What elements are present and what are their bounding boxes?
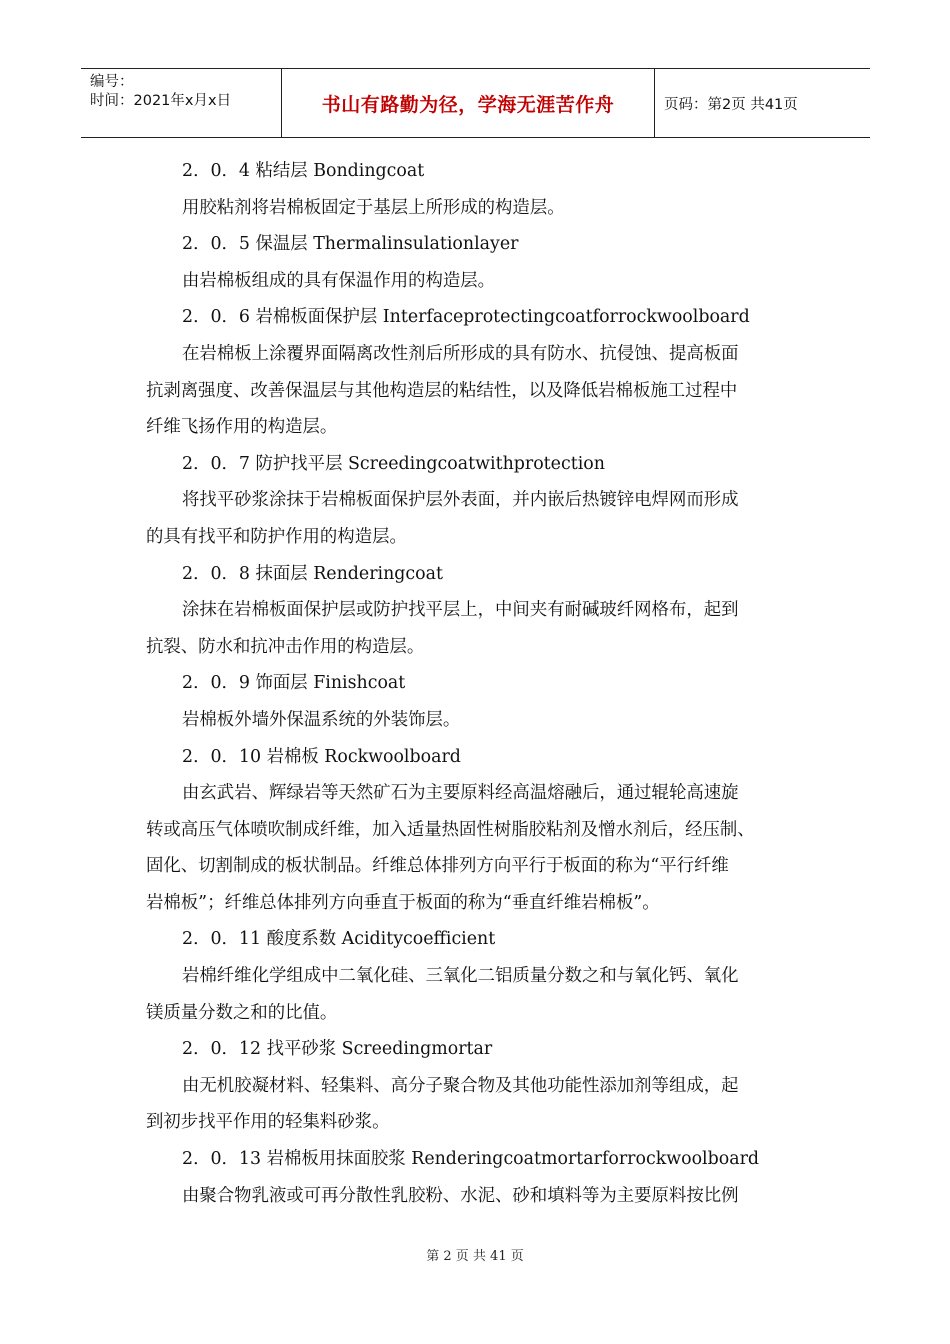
text-line: 到初步找平作用的轻集料砂浆。 bbox=[146, 1112, 390, 1133]
page-info: 页码：第2页 共41页 bbox=[664, 96, 798, 113]
text-line: 固化、切割制成的板状制品。纤维总体排列方向平行于板面的称为“平行纤维 bbox=[146, 856, 729, 877]
document-body bbox=[146, 153, 806, 1214]
text-line: 抗裂、防水和抗冲击作用的构造层。 bbox=[146, 636, 425, 657]
text-line: 2．0．12 找平砂浆 Screedingmortar bbox=[182, 1039, 493, 1060]
text-line: 用胶粘剂将岩棉板固定于基层上所形成的构造层。 bbox=[182, 197, 565, 218]
text-line: 纤维飞扬作用的构造层。 bbox=[146, 417, 338, 438]
text-line: 2．0．9 饰面层 Finishcoat bbox=[182, 673, 406, 694]
text-line: 的具有找平和防护作用的构造层。 bbox=[146, 526, 407, 547]
header-meta-cell bbox=[81, 69, 282, 137]
document-header bbox=[81, 68, 870, 138]
text-line: 由岩棉板组成的具有保温作用的构造层。 bbox=[182, 270, 496, 291]
text-line: 岩棉纤维化学组成中二氧化硅、三氧化二铝质量分数之和与氧化钙、氧化 bbox=[182, 966, 739, 987]
page-footer bbox=[0, 1245, 950, 1264]
text-line: 2．0．13 岩棉板用抹面胶浆 Renderingcoatmortarforrockwoolboard bbox=[182, 1149, 760, 1170]
motto-text: 书山有路勤为径，学海无涯苦作舟 bbox=[321, 93, 615, 116]
header-motto-cell bbox=[282, 69, 655, 137]
text-line: 镁质量分数之和的比值。 bbox=[146, 1002, 338, 1023]
text-line: 2．0．5 保温层 Thermalinsulationlayer bbox=[182, 234, 519, 255]
text-line: 2．0．4 粘结层 Bondingcoat bbox=[182, 161, 425, 181]
text-line: 将找平砂浆涂抹于岩棉板面保护层外表面，并内嵌后热镀锌电焊网而形成 bbox=[182, 490, 739, 511]
text-line: 涂抹在岩棉板面保护层或防护找平层上，中间夹有耐碱玻纤网格布，起到 bbox=[182, 600, 739, 621]
text-line: 岩棉板”；纤维总体排列方向垂直于板面的称为“垂直纤维岩棉板”。 bbox=[146, 892, 660, 913]
text-line: 由聚合物乳液或可再分散性乳胶粉、水泥、砂和填料等为主要原料按比例 bbox=[182, 1185, 739, 1206]
footer-page-number: 第 2 页 共 41 页 bbox=[426, 1249, 524, 1264]
header-page-cell bbox=[655, 69, 870, 137]
number-label: 编号： bbox=[90, 74, 134, 90]
text-line: 2．0．6 岩棉板面保护层 Interfaceprotectingcoatforrockwoolboard bbox=[182, 307, 750, 328]
text-line: 2．0．11 酸度系数 Aciditycoefficient bbox=[182, 929, 496, 950]
text-line: 2．0．7 防护找平层 Screedingcoatwithprotection bbox=[182, 453, 605, 474]
text-line: 在岩棉板上涂覆界面隔离改性剂后所形成的具有防水、抗侵蚀、提高板面 bbox=[182, 343, 739, 364]
text-line: 由玄武岩、辉绿岩等天然矿石为主要原料经高温熔融后，通过辊轮高速旋 bbox=[182, 783, 739, 804]
time-label: 时间：2021年x月x日 bbox=[90, 93, 232, 109]
text-line: 转或高压气体喷吹制成纤维，加入适量热固性树脂胶粘剂及憎水剂后，经压制、 bbox=[146, 819, 755, 840]
text-line: 抗剥离强度、改善保温层与其他构造层的粘结性，以及降低岩棉板施工过程中 bbox=[146, 380, 738, 401]
text-line: 2．0．10 岩棉板 Rockwoolboard bbox=[182, 746, 461, 767]
text-line: 岩棉板外墙外保温系统的外装饰层。 bbox=[182, 709, 461, 730]
text-line: 由无机胶凝材料、轻集料、高分子聚合物及其他功能性添加剂等组成，起 bbox=[182, 1075, 739, 1096]
text-line: 2．0．8 抹面层 Renderingcoat bbox=[182, 563, 443, 584]
